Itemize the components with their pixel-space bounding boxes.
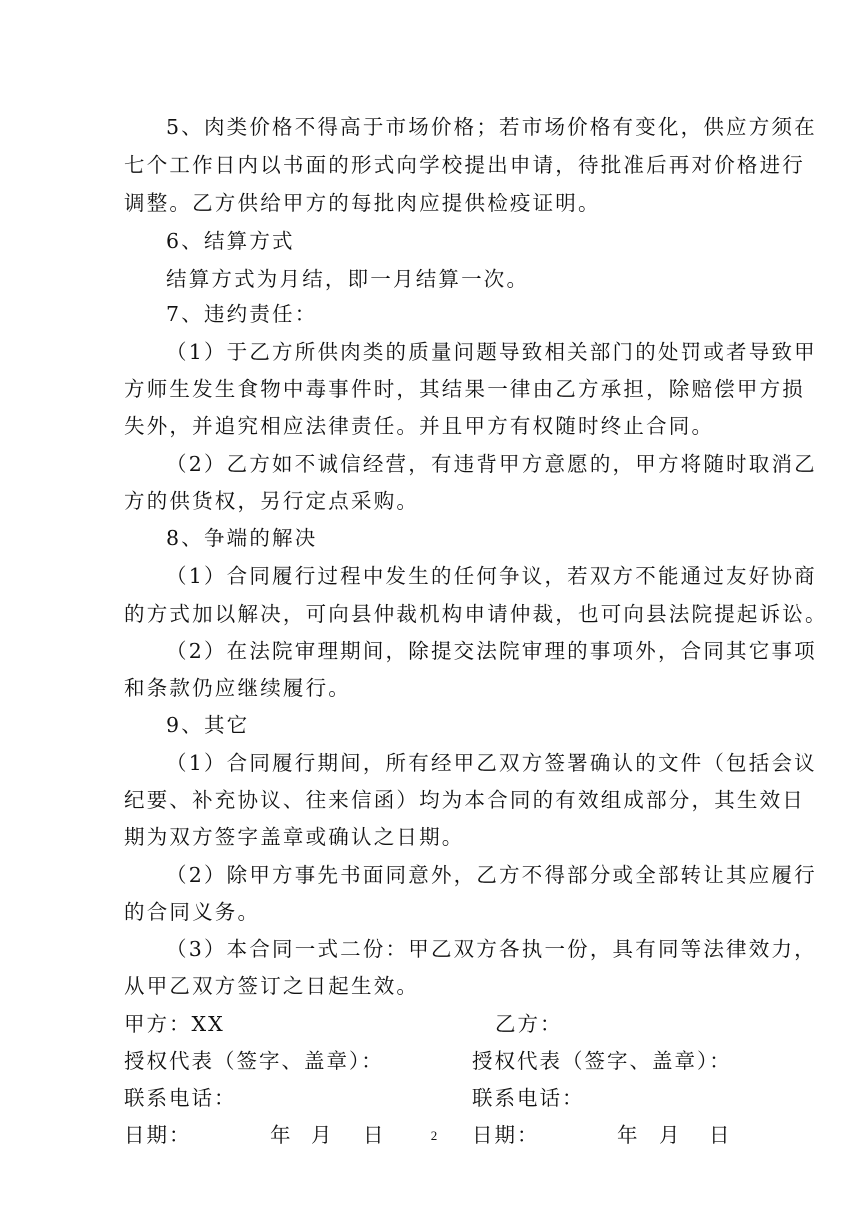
clause-9-heading: 9、其它 xyxy=(166,713,250,737)
party-a-representative: 授权代表（签字、盖章）： xyxy=(124,1049,384,1073)
party-a-label: 甲方：XX xyxy=(124,1012,225,1036)
clause-7-item-1-line-1: （1）于乙方所供肉类的质量问题导致相关部门的处罚或者导致甲 xyxy=(166,340,817,364)
party-b-phone: 联系电话： xyxy=(472,1086,585,1110)
clause-5-line-2: 七个工作日内以书面的形式向学校提出申请，待批准后再对价格进行 xyxy=(124,153,805,177)
clause-7-item-1-line-3: 失外，并追究相应法律责任。并且甲方有权随时终止合同。 xyxy=(124,414,715,438)
party-a-date-day: 日 xyxy=(363,1123,386,1147)
clause-9-item-2-line-1: （2）除甲方事先书面同意外，乙方不得部分或全部转让其应履行 xyxy=(166,863,817,887)
party-a-phone: 联系电话： xyxy=(124,1086,237,1110)
clause-9-item-3-line-1: （3）本合同一式二份：甲乙双方各执一份，具有同等法律效力， xyxy=(166,937,817,961)
clause-9-item-3-line-2: 从甲乙双方签订之日起生效。 xyxy=(124,974,420,998)
clause-5-line-3: 调整。乙方供给甲方的每批肉应提供检疫证明。 xyxy=(124,191,601,215)
clause-8-heading: 8、争端的解决 xyxy=(166,526,318,550)
clause-9-item-2-line-2: 的合同义务。 xyxy=(124,900,261,924)
clause-7-item-1-line-2: 方师生发生食物中毒事件时，其结果一律由乙方承担，除赔偿甲方损 xyxy=(124,377,805,401)
party-b-date-day: 日 xyxy=(709,1123,732,1147)
clause-6-line-1: 结算方式为月结，即一月结算一次。 xyxy=(166,267,530,291)
party-b-date-month: 月 xyxy=(659,1123,682,1147)
party-a-date-year: 年 xyxy=(270,1123,293,1147)
clause-9-item-1-line-1: （1）合同履行期间，所有经甲乙双方签署确认的文件（包括会议 xyxy=(166,751,817,775)
page-number: 2 xyxy=(430,1128,438,1143)
clause-7-item-2-line-2: 方的供货权，另行定点采购。 xyxy=(124,489,420,513)
clause-8-item-2-line-1: （2）在法院审理期间，除提交法院审理的事项外，合同其它事项 xyxy=(166,639,817,663)
clause-9-item-1-line-3: 期为双方签字盖章或确认之日期。 xyxy=(124,825,465,849)
clause-8-item-1-line-1: （1）合同履行过程中发生的任何争议，若双方不能通过友好协商 xyxy=(166,564,817,588)
clause-8-item-1-line-2: 的方式加以解决，可向县仲裁机构申请仲裁，也可向县法院提起诉讼。 xyxy=(124,602,828,626)
party-a-date-month: 月 xyxy=(311,1123,334,1147)
clause-6-heading: 6、结算方式 xyxy=(166,229,295,253)
party-b-label: 乙方： xyxy=(495,1012,563,1036)
party-a-date-label: 日期： xyxy=(124,1123,192,1147)
clause-7-heading: 7、违约责任： xyxy=(166,302,318,326)
clause-5-line-1: 5、肉类价格不得高于市场价格；若市场价格有变化，供应方须在 xyxy=(166,115,817,139)
party-b-date-label: 日期： xyxy=(472,1123,540,1147)
clause-7-item-2-line-1: （2）乙方如不诚信经营，有违背甲方意愿的，甲方将随时取消乙 xyxy=(166,452,817,476)
clause-9-item-1-line-2: 纪要、补充协议、往来信函）均为本合同的有效组成部分，其生效日 xyxy=(124,788,805,812)
party-b-representative: 授权代表（签字、盖章）： xyxy=(472,1049,732,1073)
clause-8-item-2-line-2: 和条款仍应继续履行。 xyxy=(124,676,351,700)
party-b-date-year: 年 xyxy=(617,1123,640,1147)
